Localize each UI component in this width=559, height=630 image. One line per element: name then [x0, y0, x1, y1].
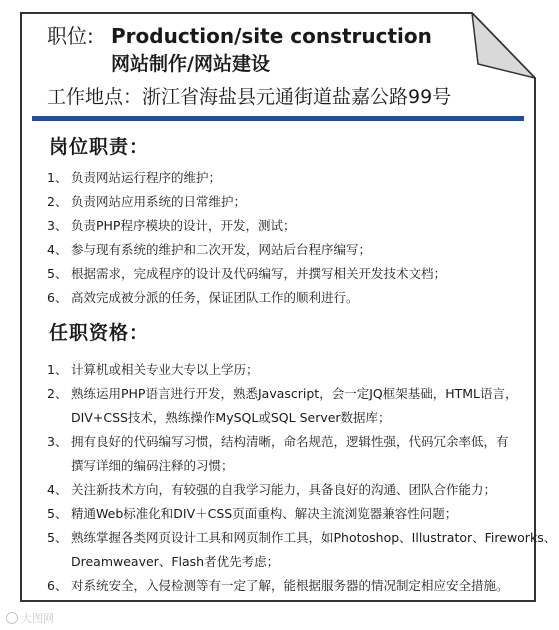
- watermark-text: 大图网: [21, 612, 54, 625]
- qualifications-title: 任职资格：: [49, 322, 150, 344]
- item-text: 高效完成被分派的任务，保证团队工作的顺利进行。: [71, 290, 359, 305]
- item-text: 负责网站运行程序的维护；: [71, 170, 222, 185]
- list-item: [47, 166, 532, 190]
- item-text: 对系统安全，入侵检测等有一定了解，能根据服务器的情况制定相应安全措施。: [71, 578, 509, 593]
- item-text: 精通Web标准化和DIV＋CSS页面重构、解决主流浏览器兼容性问题；: [71, 506, 458, 521]
- list-item: [47, 478, 532, 502]
- item-text: 拥有良好的代码编写习惯，结构清晰，命名规范，逻辑性强，代码冗余率低，有: [71, 434, 509, 449]
- job-card: [20, 12, 557, 602]
- item-number: 5、: [47, 530, 68, 545]
- position-value-cn: 网站制作/网站建设: [111, 53, 270, 75]
- list-item: [47, 286, 532, 310]
- item-number: 2、: [47, 194, 68, 209]
- item-number: 4、: [47, 482, 68, 497]
- item-number: 1、: [47, 362, 68, 377]
- item-text: 负责网站应用系统的日常维护；: [71, 194, 247, 209]
- job-header: [47, 22, 467, 112]
- item-number: 4、: [47, 242, 68, 257]
- item-text-continued: 撰写详细的编码注释的习惯；: [71, 458, 234, 473]
- item-number: 3、: [47, 434, 68, 449]
- item-text-continued: DIV+CSS技术，熟练操作MySQL或SQL Server数据库；: [71, 410, 391, 425]
- position-label: 职位:: [47, 24, 94, 48]
- duties-list: [47, 166, 532, 310]
- item-text: 计算机或相关专业大专以上学历；: [71, 362, 259, 377]
- list-item: [47, 574, 532, 598]
- watermark-logo-icon: [6, 612, 18, 624]
- item-text: 负责PHP程序模块的设计，开发，测试；: [71, 218, 296, 233]
- list-item: [47, 526, 557, 574]
- item-text: 参与现有系统的维护和二次开发，网站后台程序编写；: [71, 242, 372, 257]
- item-number: 6、: [47, 290, 68, 305]
- item-text: 熟练掌握各类网页设计工具和网页制作工具，如Photoshop、Illustrator、Fireworks、: [71, 530, 557, 545]
- item-number: 5、: [47, 506, 68, 521]
- item-text: 关注新技术方向，有较强的自我学习能力，具备良好的沟通、团队合作能力；: [71, 482, 497, 497]
- item-text-continued: Dreamweaver、Flash者优先考虑；: [71, 554, 280, 569]
- position-value-en: Production/site construction: [111, 24, 432, 48]
- qualifications-list: [47, 358, 557, 598]
- list-item: [47, 502, 532, 526]
- list-item: [47, 262, 532, 286]
- item-text: 根据需求，完成程序的设计及代码编写，并撰写相关开发技术文档；: [71, 266, 447, 281]
- work-location: 工作地点：浙江省海盐县元通街道盐嘉公路99号: [47, 86, 452, 108]
- list-item: [47, 358, 532, 382]
- list-item: [47, 430, 532, 478]
- list-item: [47, 214, 532, 238]
- list-item: [47, 382, 532, 430]
- item-number: 3、: [47, 218, 68, 233]
- item-number: 2、: [47, 386, 68, 401]
- header-divider: [32, 116, 524, 121]
- list-item: [47, 190, 532, 214]
- item-number: 6、: [47, 578, 68, 593]
- duties-title: 岗位职责：: [49, 136, 150, 158]
- item-text: 熟练运用PHP语言进行开发，熟悉Javascript，会一定JQ框架基础，HTML语言，: [71, 386, 518, 401]
- list-item: [47, 238, 532, 262]
- watermark: [6, 610, 54, 626]
- item-number: 5、: [47, 266, 68, 281]
- item-number: 1、: [47, 170, 68, 185]
